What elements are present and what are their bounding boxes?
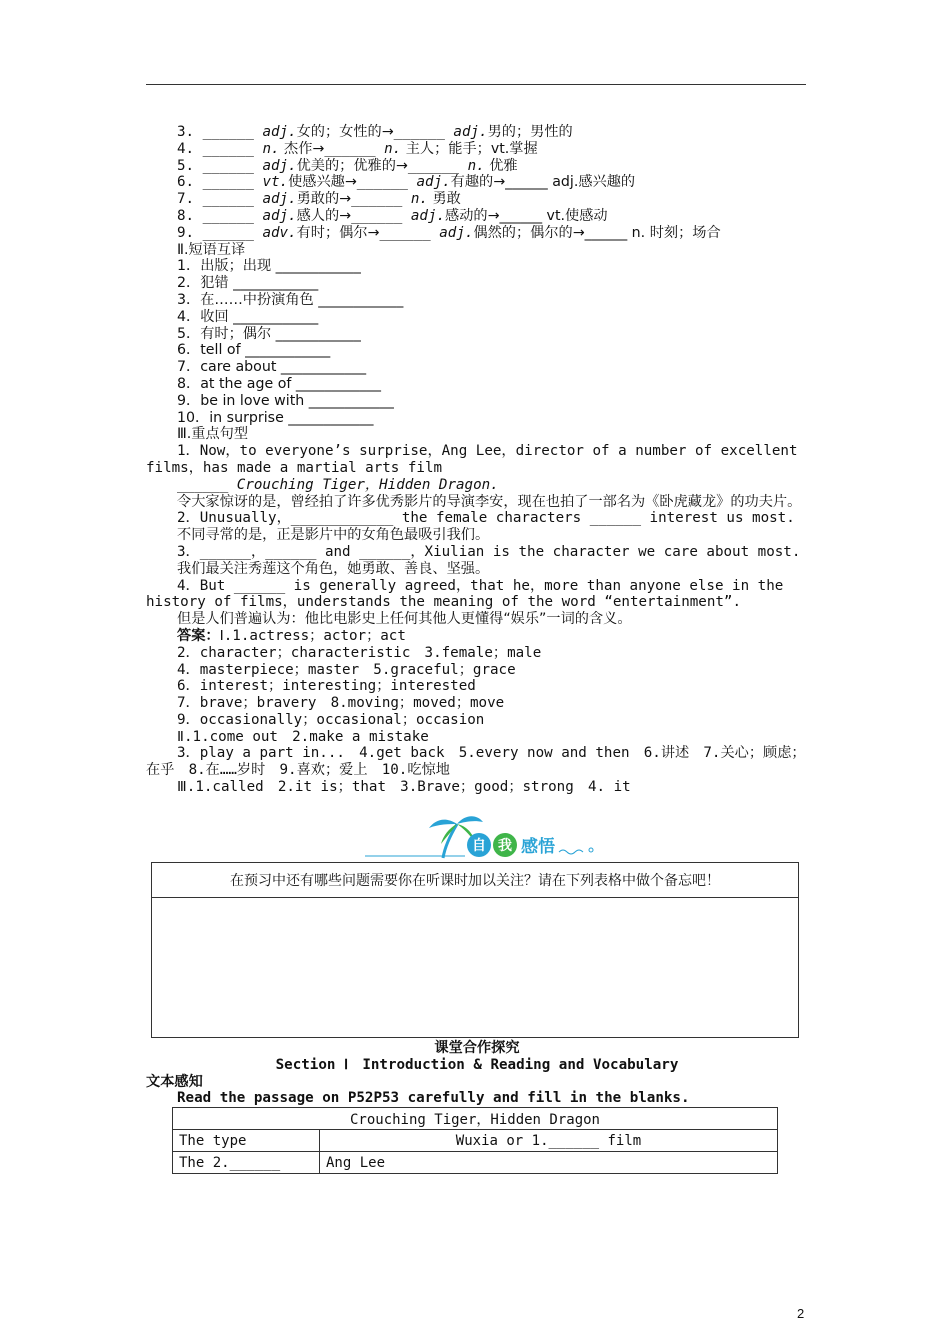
- section-title-cn: 课堂合作探究: [434, 1040, 520, 1056]
- sentence-1-title: ______ Crouching Tiger，Hidden Dragon.: [177, 476, 499, 493]
- phrase-item: 7．care about ____________: [177, 359, 367, 376]
- table-title-row: [173, 1108, 778, 1130]
- section-title-en: Section Ⅰ Introduction & Reading and Vocabulary: [275, 1056, 679, 1073]
- phrase-item: 6．tell of ____________: [177, 342, 331, 359]
- sentence-3-en: 3．______，______ and ______，Xiulian is the character we care about most.: [177, 543, 801, 560]
- table-value: Wuxia or 1.______ film: [320, 1130, 778, 1152]
- vocab-item: 5. ______ adj.优美的；优雅的→______ n. 优雅: [177, 157, 518, 174]
- vocab-item: 4. ______ n. 杰作→______ n. 主人；能手；vt.掌握: [177, 140, 538, 157]
- phrase-item: 3．在……中扮演角色 ____________: [177, 291, 404, 308]
- sentence-4-en: 4．But ______ is generally agreed，that he，more than anyone else in the history of films，understands the meaning of the word “entertainment”.: [146, 577, 784, 611]
- memo-prompt: 在预习中还有哪些问题需要你在听课时加以关注？请在下列表格中做个备忘吧！: [152, 863, 798, 898]
- phrase-item: 9．be in love with ____________: [177, 392, 394, 409]
- answer-line: 7．brave；bravery 8.moving；moved；move: [177, 695, 505, 712]
- sentence-1-en: 1．Now，to everyone’s surprise，Ang Lee，director of a number of excellent films，has made a martial arts film: [146, 443, 798, 476]
- section-header: [146, 1040, 808, 1107]
- answer-line: Ⅱ.1.come out 2.make a mistake: [177, 728, 429, 745]
- banner-text: 感悟: [521, 837, 555, 857]
- answers-first-line: 答案：Ⅰ.1.actress；actor；act: [177, 627, 406, 644]
- header-rule: [146, 84, 806, 85]
- answer-line: Ⅲ.1.called 2.it is；that 3.Brave；good；strong 4. it: [177, 779, 631, 796]
- vocab-item: 7. ______ adj.勇敢的→______ n. 勇敢: [177, 191, 461, 208]
- sentence-3-cn: 我们最关注秀莲这个角色，她勇敢、善良、坚强。: [177, 560, 490, 577]
- table-row: [173, 1152, 778, 1174]
- banner-char-2: 我: [498, 838, 512, 854]
- vocab-item: 6. ______ vt.使感兴趣→______ adj.有趣的→______ adj.感兴趣的: [177, 174, 636, 191]
- answer-line: 3．play a part in... 4.get back 5.every now and then 6.讲述 7.关心；顾虑；在乎 8.在……岁时 9.喜欢；爱上 10.吃惊地: [146, 745, 806, 779]
- banner-dot: [589, 848, 593, 852]
- sentence-2-cn: 不同寻常的是，正是影片中的女角色最吸引我们。: [177, 527, 490, 544]
- banner-wave: [559, 850, 583, 854]
- answer-line: 4．masterpiece；master 5.graceful；grace: [177, 661, 516, 678]
- phrase-item: 8．at the age of ____________: [177, 375, 382, 392]
- phrase-item: 4．收回 ____________: [177, 308, 319, 325]
- memo-table: [151, 862, 799, 1038]
- self-reflection-banner: [365, 812, 600, 862]
- table-row: [173, 1130, 778, 1152]
- worksheet-body: [146, 124, 808, 796]
- fill-in-table: [172, 1107, 778, 1174]
- banner-char-1: 自: [472, 838, 486, 854]
- answer-line: 2．character；characteristic 3.female；male: [177, 644, 542, 661]
- sentences-heading: Ⅲ.重点句型: [177, 426, 249, 443]
- phrase-item: 5．有时；偶尔 ____________: [177, 325, 361, 342]
- answer-line: 9．occasionally；occasional；occasion: [177, 711, 485, 728]
- phrase-item: 1．出版；出现 ____________: [177, 258, 361, 275]
- text-perception-label: 文本感知: [146, 1073, 203, 1090]
- answer-list: [146, 645, 808, 796]
- instruction: Read the passage on P52P53 carefully and fill in the blanks.: [177, 1090, 690, 1107]
- sentence-1-cn: 令大家惊讶的是，曾经拍了许多优秀影片的导演李安，现在也拍了一部名为《卧虎藏龙》的功夫片。: [177, 493, 802, 510]
- sentence-2-en: 2．Unusually，____________ the female characters ______ interest us most.: [177, 510, 795, 527]
- phrase-list: [146, 258, 808, 426]
- answer-line: 6．interest；interesting；interested: [177, 678, 476, 695]
- page-number: 2: [797, 1306, 805, 1321]
- phrase-item: 2．犯错 ____________: [177, 275, 319, 292]
- vocab-item: 3. ______ adj.女的；女性的→______ adj.男的；男性的: [177, 124, 573, 140]
- table-key: The type: [173, 1130, 320, 1152]
- memo-area[interactable]: [152, 898, 798, 1037]
- answers-label: 答案：: [177, 627, 220, 644]
- table-value: Ang Lee: [320, 1152, 778, 1174]
- table-title: Crouching Tiger，Hidden Dragon: [173, 1108, 778, 1130]
- vocab-item: 8. ______ adj.感人的→______ adj.感动的→______ vt.使感动: [177, 207, 608, 224]
- phrases-heading: Ⅱ.短语互译: [177, 241, 246, 258]
- vocab-list: [146, 124, 808, 242]
- phrase-item: 10．in surprise ____________: [177, 409, 374, 426]
- table-key: The 2.______: [173, 1152, 320, 1174]
- sentence-4-cn: 但是人们普遍认为：他比电影史上任何其他人更懂得“娱乐”一词的含义。: [177, 611, 632, 628]
- vocab-item: 9. ______ adv.有时；偶尔→______ adj.偶然的；偶尔的→______ n. 时刻；场合: [177, 224, 721, 241]
